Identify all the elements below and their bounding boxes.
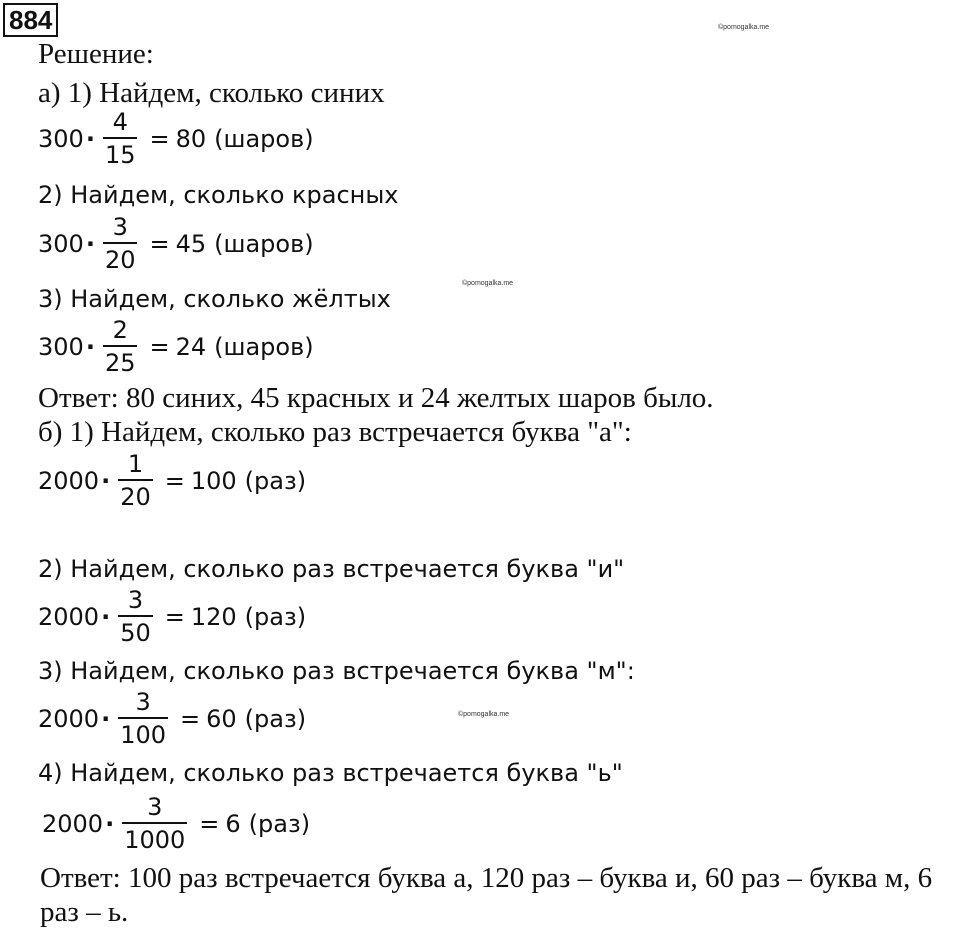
- unit: (шаров): [214, 229, 314, 258]
- multiply-sign: ·: [85, 124, 95, 153]
- denominator: 20: [103, 242, 138, 272]
- problem-number: 884: [3, 3, 58, 37]
- denominator: 1000: [122, 822, 187, 852]
- result: 60: [206, 704, 237, 733]
- fraction: [122, 795, 187, 852]
- equation-a1: [38, 110, 314, 167]
- part-b-step-3: 3) Найдем, сколько раз встречается буква "м":: [38, 657, 635, 685]
- multiply-sign: ·: [85, 332, 95, 361]
- result: 24: [175, 332, 207, 361]
- denominator: 100: [118, 717, 168, 747]
- unit: (раз): [248, 809, 311, 838]
- multiply-sign: ·: [105, 809, 115, 838]
- factor: 300: [38, 124, 84, 153]
- equals-sign: =: [180, 704, 201, 733]
- unit: (шаров): [214, 332, 314, 361]
- fraction: [103, 110, 138, 167]
- multiply-sign: ·: [85, 229, 95, 258]
- factor: 2000: [38, 602, 100, 631]
- result: 120: [190, 602, 237, 631]
- equation-b3: [38, 690, 306, 747]
- numerator: 4: [112, 108, 128, 136]
- equals-sign: =: [149, 124, 170, 153]
- unit: (раз): [244, 704, 307, 733]
- denominator: 50: [118, 615, 153, 645]
- part-b-answer-line-1: Ответ: 100 раз встречается буква а, 120 раз – буква и, 60 раз – буква м, 6: [40, 862, 933, 894]
- fraction: [118, 452, 153, 509]
- factor: 300: [38, 229, 84, 258]
- watermark: ©pomogalka.me: [718, 24, 770, 31]
- unit: (раз): [244, 466, 307, 495]
- fraction: [103, 215, 138, 272]
- multiply-sign: ·: [101, 602, 111, 631]
- equation-b1: [38, 452, 306, 509]
- equals-sign: =: [164, 466, 185, 495]
- numerator: 1: [127, 450, 144, 478]
- watermark: ©pomogalka.me: [462, 280, 514, 287]
- multiply-sign: ·: [101, 704, 111, 733]
- part-a-answer: Ответ: 80 синих, 45 красных и 24 желтых шаров было.: [38, 382, 714, 414]
- part-b-step-2: 2) Найдем, сколько раз встречается буква "и": [38, 555, 625, 583]
- denominator: 25: [103, 345, 138, 375]
- solution-label: Решение:: [38, 38, 154, 70]
- unit: (раз): [244, 602, 307, 631]
- factor: 2000: [38, 704, 100, 733]
- denominator: 15: [103, 137, 138, 167]
- numerator: 3: [147, 793, 163, 821]
- numerator: 3: [127, 586, 144, 614]
- watermark: ©pomogalka.me: [458, 711, 510, 718]
- equals-sign: =: [149, 229, 170, 258]
- equation-b2: [38, 588, 306, 645]
- unit: (шаров): [214, 124, 314, 153]
- numerator: 3: [135, 688, 151, 716]
- numerator: 3: [112, 213, 128, 241]
- multiply-sign: ·: [101, 466, 111, 495]
- numerator: 2: [112, 316, 128, 344]
- equals-sign: =: [164, 602, 185, 631]
- part-b-step-1: б) 1) Найдем, сколько раз встречается буква "а":: [38, 416, 632, 448]
- equation-b4: [42, 795, 310, 852]
- part-b-step-4: 4) Найдем, сколько раз встречается буква "ь": [38, 759, 623, 787]
- result: 80: [175, 124, 207, 153]
- factor: 300: [38, 332, 84, 361]
- result: 100: [190, 466, 237, 495]
- equals-sign: =: [199, 809, 220, 838]
- denominator: 20: [118, 479, 153, 509]
- fraction: [118, 588, 153, 645]
- fraction: [118, 690, 168, 747]
- equals-sign: =: [149, 332, 170, 361]
- result: 45: [175, 229, 207, 258]
- part-a-step-1: а) 1) Найдем, сколько синих: [38, 77, 385, 109]
- part-a-step-2: 2) Найдем, сколько красных: [38, 181, 399, 209]
- result: 6: [225, 809, 241, 838]
- fraction: [103, 318, 138, 375]
- part-b-answer-line-2: раз – ь.: [40, 896, 129, 928]
- part-a-step-3: 3) Найдем, сколько жёлтых: [38, 285, 391, 313]
- factor: 2000: [38, 466, 100, 495]
- equation-a3: [38, 318, 314, 375]
- equation-a2: [38, 215, 314, 272]
- factor: 2000: [42, 809, 104, 838]
